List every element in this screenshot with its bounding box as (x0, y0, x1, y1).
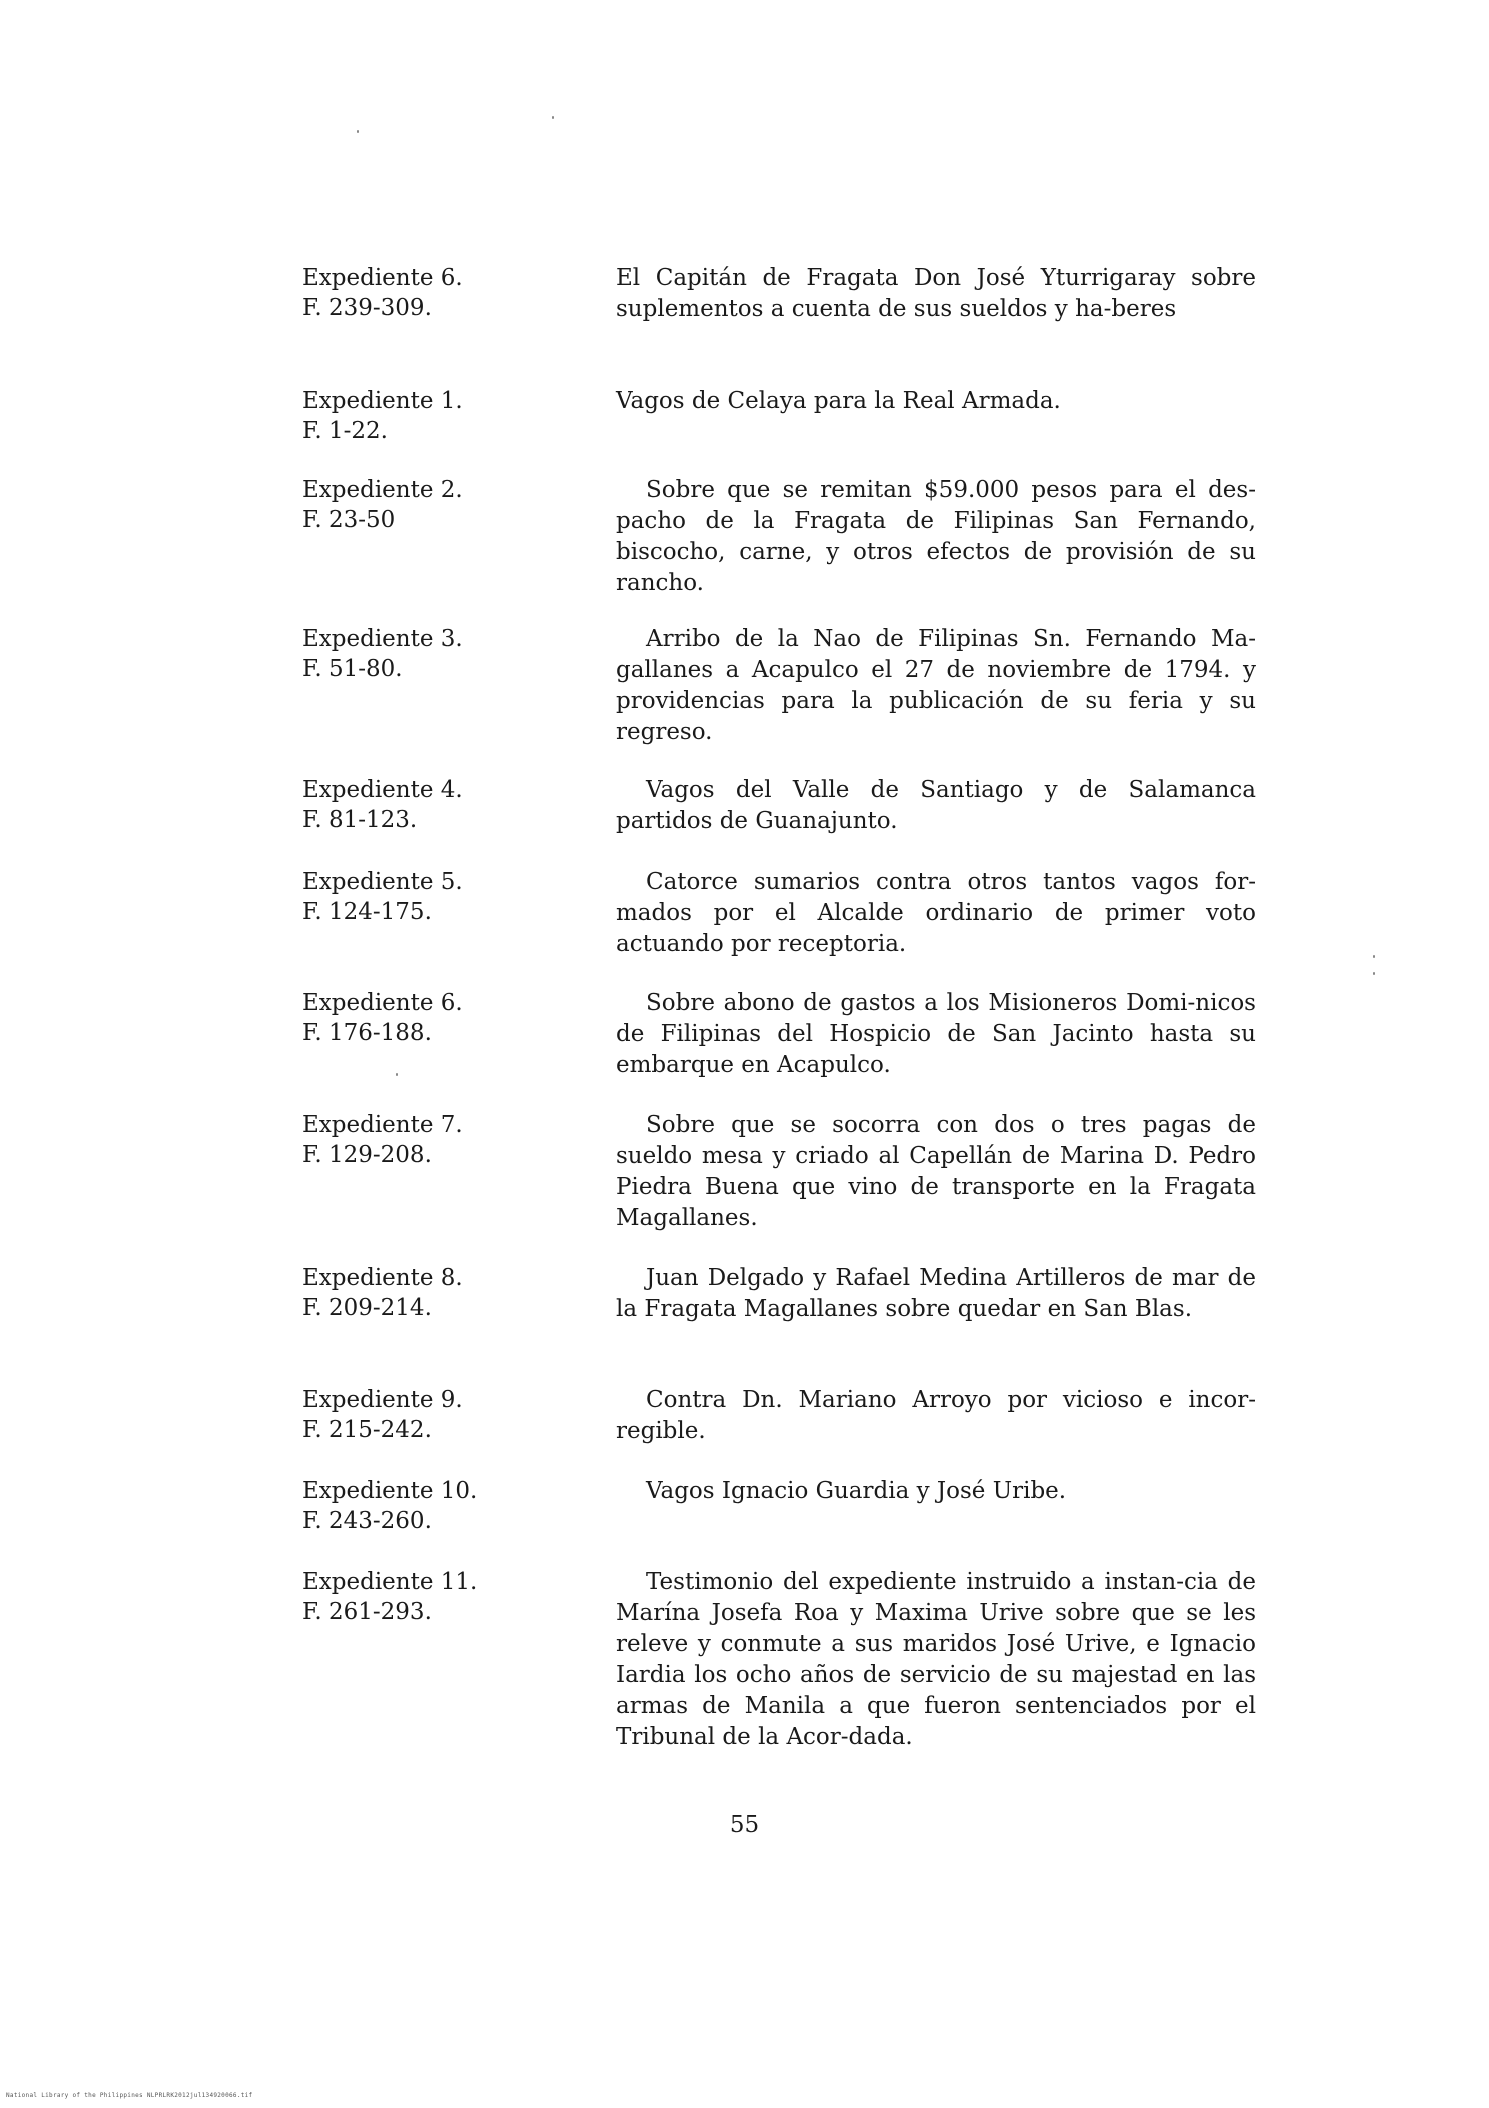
scan-speck (357, 130, 359, 133)
expediente-number: Expediente 1. (302, 388, 463, 414)
folio-range: F. 81-123. (302, 807, 418, 833)
entry-description: Arribo de la Nao de Filipinas Sn. Fernando Ma-gallanes a Acapulco el 27 de noviembre de 1794. y providencias para la publicación de su feria y su regreso. (616, 626, 1256, 745)
entry-description: Contra Dn. Mariano Arroyo por vicioso e incor-regible. (616, 1387, 1256, 1444)
entry-description: Juan Delgado y Rafael Medina Artilleros de mar de la Fragata Magallanes sobre quedar en San Blas. (616, 1265, 1256, 1322)
entry-reference (302, 1476, 532, 1536)
entry-reference (302, 1385, 532, 1445)
entry-reference (302, 386, 532, 446)
scan-footer: National Library of the Philippines NLPRLRK2012jul134920066.tif (6, 2092, 253, 2099)
expediente-number: Expediente 3. (302, 626, 463, 652)
entry-reference (302, 1263, 532, 1323)
scan-speck (1373, 955, 1375, 958)
expediente-number: Expediente 2. (302, 477, 463, 503)
folio-range: F. 176-188. (302, 1020, 432, 1046)
expediente-number: Expediente 10. (302, 1478, 478, 1504)
expediente-number: Expediente 11. (302, 1569, 478, 1595)
entry-reference (302, 475, 532, 535)
entry-description: Vagos Ignacio Guardia y José Uribe. (646, 1478, 1067, 1504)
expediente-number: Expediente 8. (302, 1265, 463, 1291)
folio-range: F. 261-293. (302, 1599, 432, 1625)
expediente-number: Expediente 6. (302, 265, 463, 291)
entry-description: Sobre que se socorra con dos o tres pagas de sueldo mesa y criado al Capellán de Marina D. Pedro Piedra Buena que vino de transporte en la Fragata Magallanes. (616, 1112, 1256, 1231)
entry-description: Testimonio del expediente instruido a instan-cia de Marína Josefa Roa y Maxima Urive sobre que se les releve y conmute a sus maridos José Urive, e Ignacio Iardia los ocho años de servicio de su majestad en las armas de Manila a que fueron sentenciados por el Tribunal de la Acor-dada. (616, 1569, 1256, 1750)
folio-range: F. 1-22. (302, 418, 388, 444)
entry-description: El Capitán de Fragata Don José Yturrigaray sobre suplementos a cuenta de sus sueldos y ha-beres (616, 265, 1256, 322)
folio-range: F. 209-214. (302, 1295, 432, 1321)
folio-range: F. 215-242. (302, 1417, 432, 1443)
expediente-number: Expediente 9. (302, 1387, 463, 1413)
entry-description: Catorce sumarios contra otros tantos vagos for-mados por el Alcalde ordinario de primer voto actuando por receptoria. (616, 869, 1256, 957)
entry-description: Vagos de Celaya para la Real Armada. (616, 388, 1061, 414)
entry-reference (302, 775, 532, 835)
folio-range: F. 51-80. (302, 656, 403, 682)
folio-range: F. 124-175. (302, 899, 432, 925)
entry-reference (302, 1567, 532, 1627)
entry-reference (302, 867, 532, 927)
expediente-number: Expediente 5. (302, 869, 463, 895)
entry-reference (302, 1110, 532, 1170)
page-number: 55 (729, 1812, 760, 1838)
folio-range: F. 239-309. (302, 295, 432, 321)
entry-description: Vagos del Valle de Santiago y de Salamanca partidos de Guanajunto. (616, 777, 1256, 834)
entry-reference (302, 988, 532, 1048)
expediente-number: Expediente 6. (302, 990, 463, 1016)
expediente-number: Expediente 7. (302, 1112, 463, 1138)
scan-speck (1373, 972, 1375, 975)
folio-range: F. 129-208. (302, 1142, 432, 1168)
entry-description: Sobre abono de gastos a los Misioneros Domi-nicos de Filipinas del Hospicio de San Jacinto hasta su embarque en Acapulco. (616, 990, 1256, 1078)
entry-reference (302, 263, 532, 323)
entry-description: Sobre que se remitan $59.000 pesos para el des-pacho de la Fragata de Filipinas San Fernando, biscocho, carne, y otros efectos de provisión de su rancho. (616, 477, 1256, 596)
expediente-number: Expediente 4. (302, 777, 463, 803)
scan-speck (396, 1073, 398, 1076)
folio-range: F. 243-260. (302, 1508, 432, 1534)
entry-reference (302, 624, 532, 684)
folio-range: F. 23-50 (302, 507, 396, 533)
scan-speck (552, 116, 554, 119)
